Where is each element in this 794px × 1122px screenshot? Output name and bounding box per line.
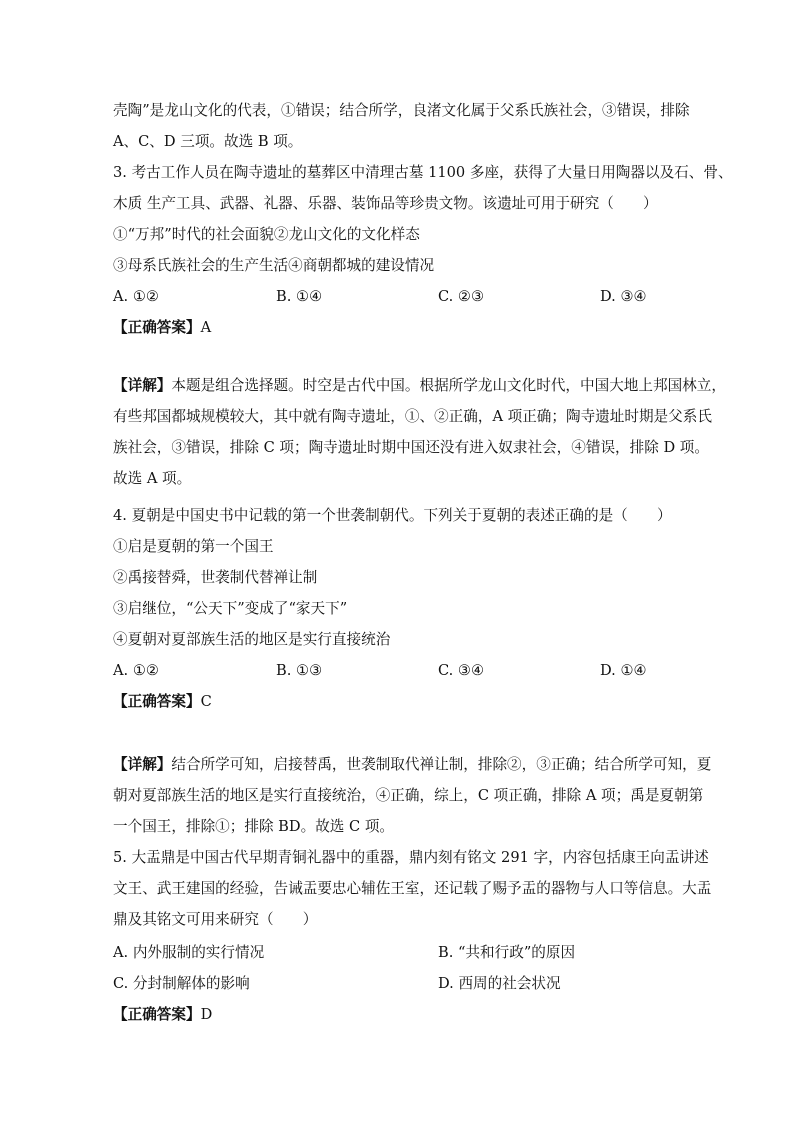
q3-detail-line-4: 故选 A 项。: [113, 470, 192, 487]
q3-option-a: A. ①②: [113, 288, 159, 305]
q4-detail-line-1: [113, 755, 711, 775]
q4-item-2: ②禹接替舜，世袭制代替禅让制: [113, 569, 318, 586]
q3-stem-line-1: 3. 考古工作人员在陶寺遗址的墓葬区中清理古墓 1100 多座，获得了大量日用陶器以及石、骨、: [113, 164, 733, 181]
q4-detail-text-1: 结合所学可知，启接替禹，世袭制取代禅让制，排除②，③正确；结合所学可知，夏: [171, 756, 712, 773]
q3-detail-text-1: 本题是组合选择题。时空是古代中国。根据所学龙山文化时代，中国大地上邦国林立，: [171, 377, 726, 394]
q3-answer-value: A: [200, 319, 212, 336]
q4-option-c: C. ③④: [438, 662, 485, 679]
q5-stem-line-2: 文王、武王建国的经验，告诫盂要忠心辅佐王室，还记载了赐予盂的器物与人口等信息。大盂: [113, 880, 712, 897]
q3-detail-line-2: 有些邦国都城规模较大，其中就有陶寺遗址，①、②正确，A 项正确；陶寺遗址时期是父系氏: [113, 408, 712, 425]
q5-option-d: D. 西周的社会状况: [438, 975, 561, 992]
q4-item-1: ①启是夏朝的第一个国王: [113, 538, 274, 555]
q3-answer: [113, 318, 211, 338]
q5-answer-value: D: [200, 1006, 213, 1023]
q3-option-d: D. ③④: [600, 288, 647, 305]
q4-detail-line-3: 一个国王，排除①；排除 BD。故选 C 项。: [113, 818, 395, 835]
q3-option-b: B. ①④: [276, 288, 323, 305]
q4-answer: [113, 692, 212, 712]
q4-answer-value: C: [200, 693, 212, 710]
q5-option-b: B. “共和行政”的原因: [438, 944, 576, 961]
q3-item-1: ①“万邦”时代的社会面貌②龙山文化的文化样态: [113, 226, 420, 243]
q2-tail-line-2: A、C、D 三项。故选 B 项。: [113, 133, 303, 150]
q5-answer-label: 【正确答案】: [113, 1006, 201, 1023]
q4-detail-label: 【详解】: [113, 756, 172, 773]
q4-item-4: ④夏朝对夏部族生活的地区是实行直接统治: [113, 631, 391, 648]
q3-detail-label: 【详解】: [113, 377, 172, 394]
q4-option-a: A. ①②: [113, 662, 159, 679]
q2-tail-line-1: 壳陶”是龙山文化的代表，①错误；结合所学，良渚文化属于父系氏族社会，③错误，排除: [113, 102, 690, 119]
q5-option-c: C. 分封制解体的影响: [113, 975, 250, 992]
q5-stem-line-1: 5. 大盂鼎是中国古代早期青铜礼器中的重器，鼎内刻有铭文 291 字，内容包括康王向盂讲述: [113, 849, 709, 866]
q3-option-c: C. ②③: [438, 288, 485, 305]
q4-detail-line-2: 朝对夏部族生活的地区是实行直接统治，④正确，综上，C 项正确，排除 A 项；禹是夏朝第: [113, 787, 704, 804]
q4-answer-label: 【正确答案】: [113, 693, 201, 710]
q5-answer: [113, 1005, 212, 1025]
q5-option-a: A. 内外服制的实行情况: [113, 944, 265, 961]
q4-item-3: ③启继位，“公天下”变成了“家天下”: [113, 600, 348, 617]
q3-item-2: ③母系氏族社会的生产生活④商朝都城的建设情况: [113, 257, 435, 274]
q3-answer-label: 【正确答案】: [113, 319, 201, 336]
q3-stem-line-2: 木质 生产工具、武器、礼器、乐器、装饰品等珍贵文物。该遗址可用于研究（ ）: [113, 195, 658, 212]
q5-stem-line-3: 鼎及其铭文可用来研究（ ）: [113, 911, 318, 928]
q3-detail-line-1: [113, 376, 726, 396]
q3-detail-line-3: 族社会，③错误，排除 C 项；陶寺遗址时期中国还没有进入奴隶社会，④错误，排除 D 项。: [113, 439, 709, 456]
q4-option-b: B. ①③: [276, 662, 323, 679]
q4-stem-line-1: 4. 夏朝是中国史书中记载的第一个世袭制朝代。下列关于夏朝的表述正确的是（ ）: [113, 507, 672, 524]
q4-option-d: D. ①④: [600, 662, 647, 679]
